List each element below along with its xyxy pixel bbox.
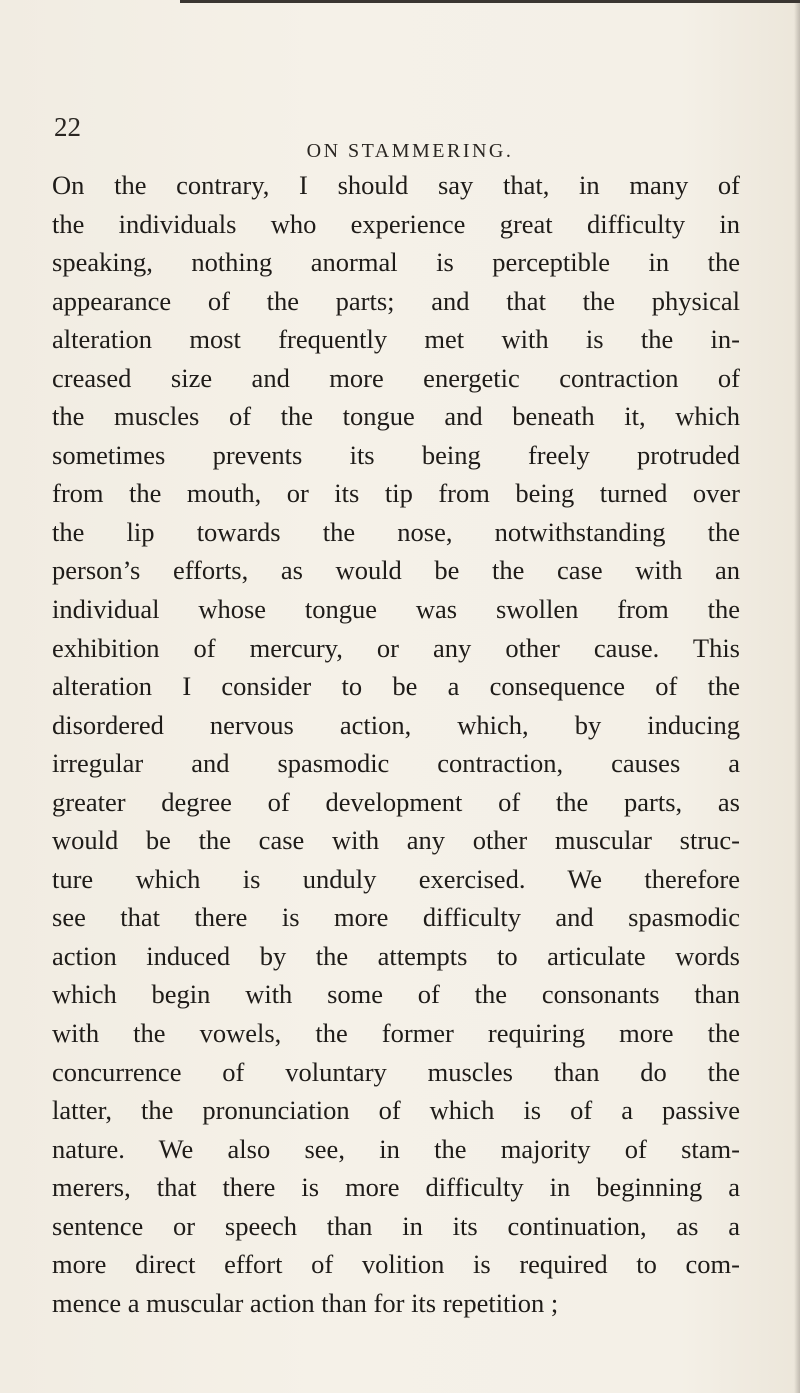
- text-line: would be the case with any other muscular struc-: [52, 825, 740, 856]
- text-line: speaking, nothing anormal is perceptible in the: [52, 247, 740, 278]
- text-line: individual whose tongue was swollen from the: [52, 594, 740, 625]
- text-line: greater degree of development of the parts, as: [52, 786, 740, 817]
- text-line: nature. We also see, in the majority of stam-: [52, 1133, 740, 1164]
- text-line: sentence or speech than in its continuation, as a: [52, 1210, 740, 1241]
- text-line: creased size and more energetic contraction of: [52, 362, 740, 393]
- body-text: [52, 166, 740, 1322]
- text-line: On the contrary, I should say that, in many of: [52, 170, 740, 200]
- text-line: appearance of the parts; and that the physical: [52, 285, 740, 316]
- page-edge-shadow: [794, 0, 800, 1393]
- text-line: merers, that there is more difficulty in beginning a: [52, 1172, 740, 1203]
- text-line: alteration I consider to be a consequence of the: [52, 671, 740, 702]
- text-line: action induced by the attempts to articulate words: [52, 940, 740, 971]
- text-line: see that there is more difficulty and spasmodic: [52, 902, 740, 933]
- text-line: sometimes prevents its being freely protruded: [52, 439, 740, 470]
- text-line: person’s efforts, as would be the case with an: [52, 555, 740, 586]
- text-line: concurrence of voluntary muscles than do the: [52, 1056, 740, 1087]
- text-line: exhibition of mercury, or any other cause. This: [52, 632, 740, 663]
- text-line: with the vowels, the former requiring more the: [52, 1018, 740, 1049]
- text-line: alteration most frequently met with is the in-: [52, 324, 740, 355]
- running-head: ON STAMMERING.: [306, 140, 514, 162]
- text-line: the individuals who experience great difficulty in: [52, 208, 740, 239]
- text-line: disordered nervous action, which, by inducing: [52, 709, 740, 740]
- text-line: which begin with some of the consonants than: [52, 979, 740, 1010]
- page-number: 22: [54, 112, 81, 142]
- text-line: ture which is unduly exercised. We therefore: [52, 863, 740, 894]
- text-line: mence a muscular action than for its repetition ;: [52, 1287, 559, 1318]
- text-line: from the mouth, or its tip from being turned over: [52, 478, 740, 509]
- text-line: the muscles of the tongue and beneath it, which: [52, 401, 740, 432]
- text-line: more direct effort of volition is required to com-: [52, 1249, 740, 1280]
- top-rule: [180, 0, 800, 3]
- text-line: the lip towards the nose, notwithstanding the: [52, 516, 740, 547]
- text-line: latter, the pronunciation of which is of a passive: [52, 1095, 740, 1126]
- text-line: irregular and spasmodic contraction, causes a: [52, 748, 740, 779]
